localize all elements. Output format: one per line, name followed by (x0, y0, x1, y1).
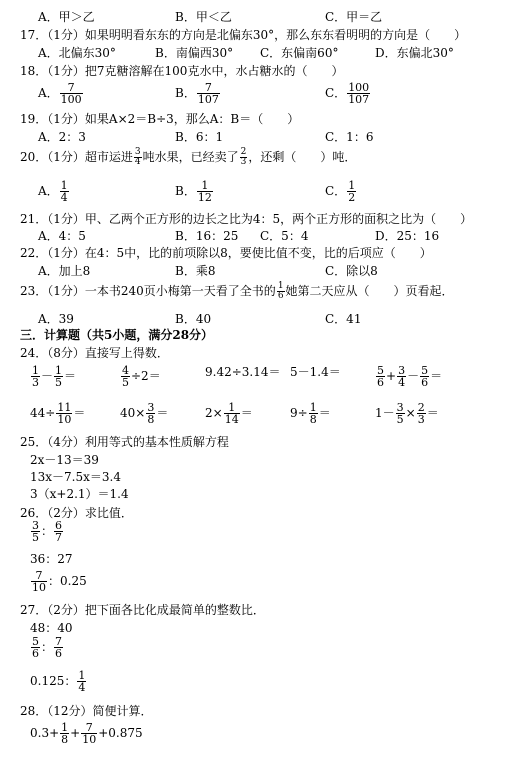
q18-option-b (175, 82, 221, 105)
q28-expr-pre: 0.3+ (30, 726, 60, 740)
q18-b-denominator: 107 (197, 93, 219, 106)
q21-option-b: B．16：25 (175, 229, 239, 243)
q23-option-a: A．39 (38, 312, 74, 326)
q20-option-a (38, 180, 70, 203)
q17-option-c: C．东偏南60° (260, 46, 339, 60)
q23-stem-pre: 23．（1分）一本书240页小梅第一天看了全书的 (20, 284, 276, 298)
q18-option-a (38, 82, 84, 105)
q17-option-b: B．南偏西30° (155, 46, 234, 60)
q21-option-a: A．4：5 (38, 229, 86, 243)
q19-option-b: B．6：1 (175, 130, 224, 144)
q19-option-a: A．2：3 (38, 130, 86, 144)
q20-c-numerator: 1 (348, 179, 356, 192)
q18-option-c-label: C． (325, 86, 347, 100)
q23-numerator: 1 (277, 281, 284, 291)
q28-expression: 0.3+ $\frac{1}{8}$ + $\frac{7}{10}$ +0.875 (30, 721, 143, 746)
q25-equation-1: 2x－13＝39 (30, 453, 99, 467)
q24-item-4: 5－1.4＝ (290, 365, 341, 379)
q18-option-c (325, 82, 371, 105)
q20-a-numerator: 1 (60, 179, 68, 192)
q17-option-d: D．东偏北30° (375, 46, 454, 60)
q20-option-b-label: B． (175, 184, 196, 198)
q16-option-c: C．甲＝乙 (325, 10, 383, 24)
q20-stem-pre: 20．（1分）超市运进 (20, 150, 133, 164)
q20-frac2-numerator: 2 (240, 147, 247, 157)
q24-item-6-text: 44÷ (30, 406, 56, 420)
q22-stem: 22．（1分）在4：5中，比的前项除以8，要使比值不变，比的后项应（ ） (20, 246, 432, 260)
q18-option-a-label: A． (38, 86, 59, 100)
q20-stem-post: ，还剩（ ）吨． (248, 150, 357, 164)
q22-option-b: B．乘8 (175, 264, 216, 278)
q20-option-c (325, 180, 357, 203)
q23-option-b: B．40 (175, 312, 212, 326)
q27-item-2: $\frac{5}{6}$ ： $\frac{7}{6}$ (32, 635, 63, 660)
q23-stem-post: 她第二天应从（ ）页看起． (285, 284, 454, 298)
q24-item-1: $\frac{1}{3}$ － $\frac{1}{5}$ ＝ (32, 364, 77, 389)
q28-expr-post: +0.875 (98, 726, 143, 740)
q25-equation-2: 13x－7.5x＝3.4 (30, 470, 121, 484)
q24-item-3: 9.42÷3.14＝ (205, 365, 281, 379)
q23-denominator: 6 (277, 291, 284, 301)
q24-item-8: 2× $\frac{1}{14}$ ＝ (205, 401, 253, 426)
q18-option-b-label: B． (175, 86, 196, 100)
q22-option-a: A．加上8 (38, 264, 91, 278)
q18-c-numerator: 100 (348, 81, 370, 94)
q17-option-a: A．北偏东30° (38, 46, 116, 60)
q27-stem: 27．（2分）把下面各比化成最简单的整数比． (20, 603, 265, 617)
q20-frac1-numerator: 3 (134, 147, 141, 157)
q26-stem: 26．（2分）求比值． (20, 506, 133, 520)
q21-option-d: D．25：16 (375, 229, 440, 243)
q26-item-3-text: ：0.25 (48, 574, 87, 588)
q20-option-a-label: A． (38, 184, 59, 198)
q16-option-a: A．甲＞乙 (38, 10, 95, 24)
q23-option-c: C．41 (325, 312, 362, 326)
q20-option-c-label: C． (325, 184, 347, 198)
q21-option-c: C．5：4 (260, 229, 309, 243)
q20-b-denominator: 12 (197, 191, 212, 204)
q19-option-c: C．1：6 (325, 130, 374, 144)
q17-stem: 17．（1分）如果明明看东东的方向是北偏东30°，那么东东看明明的方向是（ ） (20, 28, 467, 42)
q25-stem: 25．（4分）利用等式的基本性质解方程 (20, 435, 229, 449)
q26-item-1: $\frac{3}{5}$ ： $\frac{6}{7}$ (32, 519, 63, 544)
q21-stem: 21．（1分）甲、乙两个正方形的边长之比为4：5，两个正方形的面积之比为（ ） (20, 212, 473, 226)
q24-item-7: 40× $\frac{3}{8}$ ＝ (120, 401, 169, 426)
q27-item-3-text: 0.125： (30, 674, 77, 688)
q24-item-9-text: 9÷ (290, 406, 308, 420)
q18-stem: 18．（1分）把7克糖溶解在100克水中，水占糖水的（ ） (20, 64, 344, 78)
q16-option-b: B．甲＜乙 (175, 10, 232, 24)
q24-item-6: 44÷ $\frac{11}{10}$ ＝ (30, 401, 86, 426)
q20-frac1-denominator: 4 (134, 157, 141, 167)
q26-item-2: 36：27 (30, 552, 73, 566)
q18-a-denominator: 100 (60, 93, 82, 106)
q24-item-10: 1－ $\frac{3}{5}$ × $\frac{2}{3}$ ＝ (375, 401, 439, 426)
q24-stem: 24．（8分）直接写上得数． (20, 346, 169, 360)
q24-item-9: 9÷ $\frac{1}{8}$ ＝ (290, 401, 331, 426)
q20-frac2-denominator: 3 (240, 157, 247, 167)
q20-stem (20, 148, 356, 167)
q24-item-7-text: 40× (120, 406, 146, 420)
q20-stem-mid: 吨水果，已经卖了 (142, 150, 239, 164)
q18-a-numerator: 7 (67, 81, 75, 94)
q27-item-3: 0.125： $\frac{1}{4}$ (30, 669, 86, 694)
q24-item-8-text: 2× (205, 406, 223, 420)
q20-option-b (175, 180, 214, 203)
q19-stem: 19．（1分）如果A×2＝B÷3，那么A：B＝（ ） (20, 112, 300, 126)
q24-item-2: $\frac{4}{5}$ ÷2＝ (122, 364, 161, 389)
q26-item-3: $\frac{7}{10}$ ：0.25 (32, 569, 87, 594)
q27-item-1: 48：40 (30, 621, 73, 635)
q20-a-denominator: 4 (60, 191, 68, 204)
q28-stem: 28．（12分）简便计算． (20, 704, 153, 718)
q24-item-5: $\frac{5}{6}$ + $\frac{3}{4}$ － $\frac{5}{6}$ ＝ (377, 364, 443, 389)
q22-option-c: C．除以8 (325, 264, 378, 278)
q24-item-10-text: 1－ (375, 406, 395, 420)
q23-stem (20, 282, 454, 301)
q18-b-numerator: 7 (204, 81, 212, 94)
q18-c-denominator: 107 (348, 93, 370, 106)
q20-c-denominator: 2 (348, 191, 356, 204)
section-heading: 三．计算题（共5小题，满分28分） (20, 328, 214, 342)
q25-equation-3: 3（x+2.1）＝1.4 (30, 487, 129, 501)
q20-b-numerator: 1 (201, 179, 209, 192)
